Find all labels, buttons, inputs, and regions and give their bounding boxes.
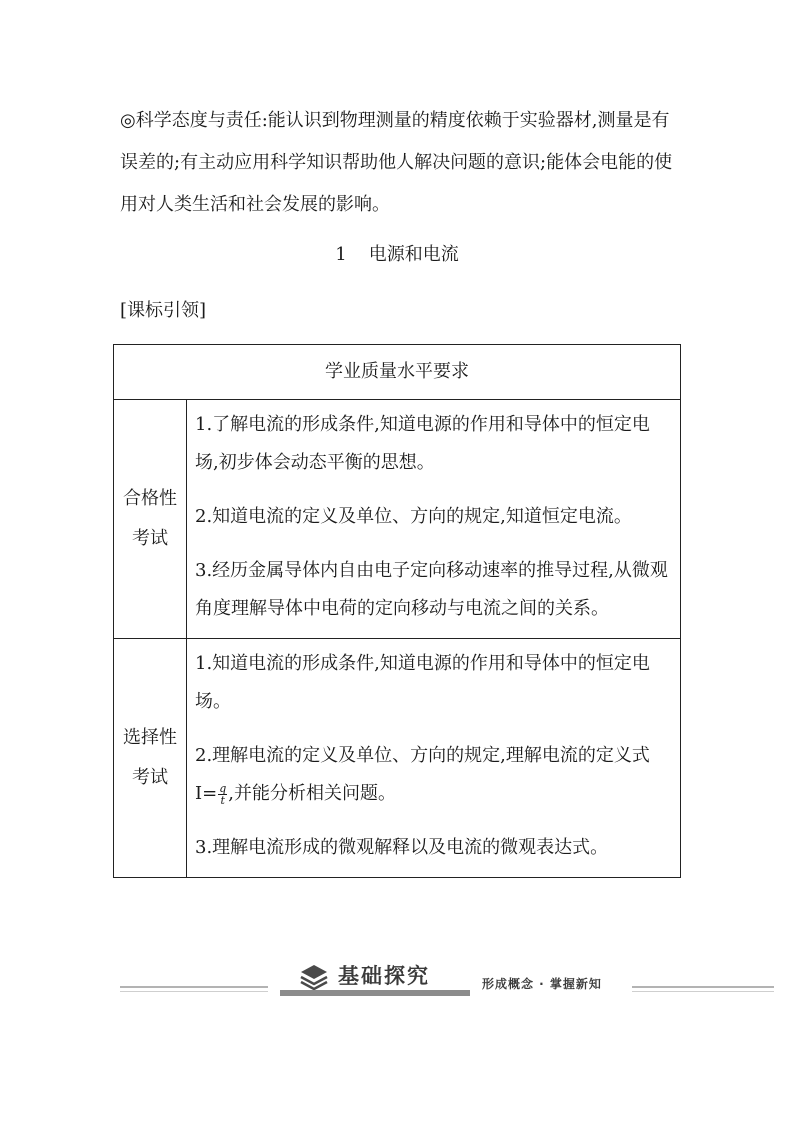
requirement-item-text: 2.理解电流的定义及单位、方向的规定,理解电流的定义式 bbox=[195, 745, 650, 766]
banner-subtitle: 形成概念 · 掌握新知 bbox=[482, 977, 602, 991]
fraction-numerator: q bbox=[219, 781, 227, 795]
fraction bbox=[218, 783, 227, 806]
divider bbox=[632, 986, 774, 988]
requirements-cell bbox=[187, 639, 681, 878]
category-cell bbox=[114, 400, 187, 639]
category-label: 选择性 bbox=[123, 727, 177, 748]
requirements-cell bbox=[187, 400, 681, 639]
banner-bar bbox=[280, 990, 470, 996]
requirement-item: 2.知道电流的定义及单位、方向的规定,知道恒定电流。 bbox=[195, 506, 632, 527]
lesson-title bbox=[0, 240, 794, 270]
category-label: 考试 bbox=[132, 528, 168, 549]
divider bbox=[120, 986, 268, 988]
lesson-number: 1 bbox=[335, 244, 347, 265]
banner-badge bbox=[280, 962, 470, 996]
table-row bbox=[114, 400, 681, 639]
requirement-item: 1.了解电流的形成条件,知道电源的作用和导体中的恒定电场,初步体会动态平衡的思想。 bbox=[195, 414, 650, 473]
intro-paragraph: ◎科学态度与责任:能认识到物理测量的精度依赖于实验器材,测量是有误差的;有主动应用科学知识帮助他人解决问题的意识;能体会电能的使用对人类生活和社会发展的影响。 bbox=[120, 110, 673, 215]
table-header: 学业质量水平要求 bbox=[114, 345, 681, 400]
table-header-row bbox=[114, 345, 681, 400]
section-banner bbox=[120, 960, 774, 1000]
category-label: 合格性 bbox=[123, 488, 177, 509]
requirement-item: 3.理解电流形成的微观解释以及电流的微观表达式。 bbox=[195, 837, 609, 858]
formula-lhs: I= bbox=[195, 783, 218, 804]
requirement-item: 3.经历金属导体内自由电子定向移动速率的推导过程,从微观角度理解导体中电荷的定向移动与电流之间的关系。 bbox=[195, 560, 668, 619]
lesson-title-text: 电源和电流 bbox=[368, 244, 459, 265]
requirements-table bbox=[113, 344, 681, 878]
stacked-layers-icon bbox=[300, 964, 328, 990]
category-cell bbox=[114, 639, 187, 878]
divider bbox=[120, 991, 268, 992]
formula-tail: ,并能分析相关问题。 bbox=[228, 783, 396, 804]
section-tag: [课标引领] bbox=[120, 300, 207, 321]
requirement-item bbox=[195, 737, 672, 813]
divider bbox=[632, 991, 774, 992]
requirement-item: 1.知道电流的形成条件,知道电源的作用和导体中的恒定电场。 bbox=[195, 653, 650, 712]
category-label: 考试 bbox=[132, 767, 168, 788]
table-row bbox=[114, 639, 681, 878]
fraction-denominator: t bbox=[220, 793, 225, 807]
banner-title: 基础探究 bbox=[338, 964, 430, 988]
